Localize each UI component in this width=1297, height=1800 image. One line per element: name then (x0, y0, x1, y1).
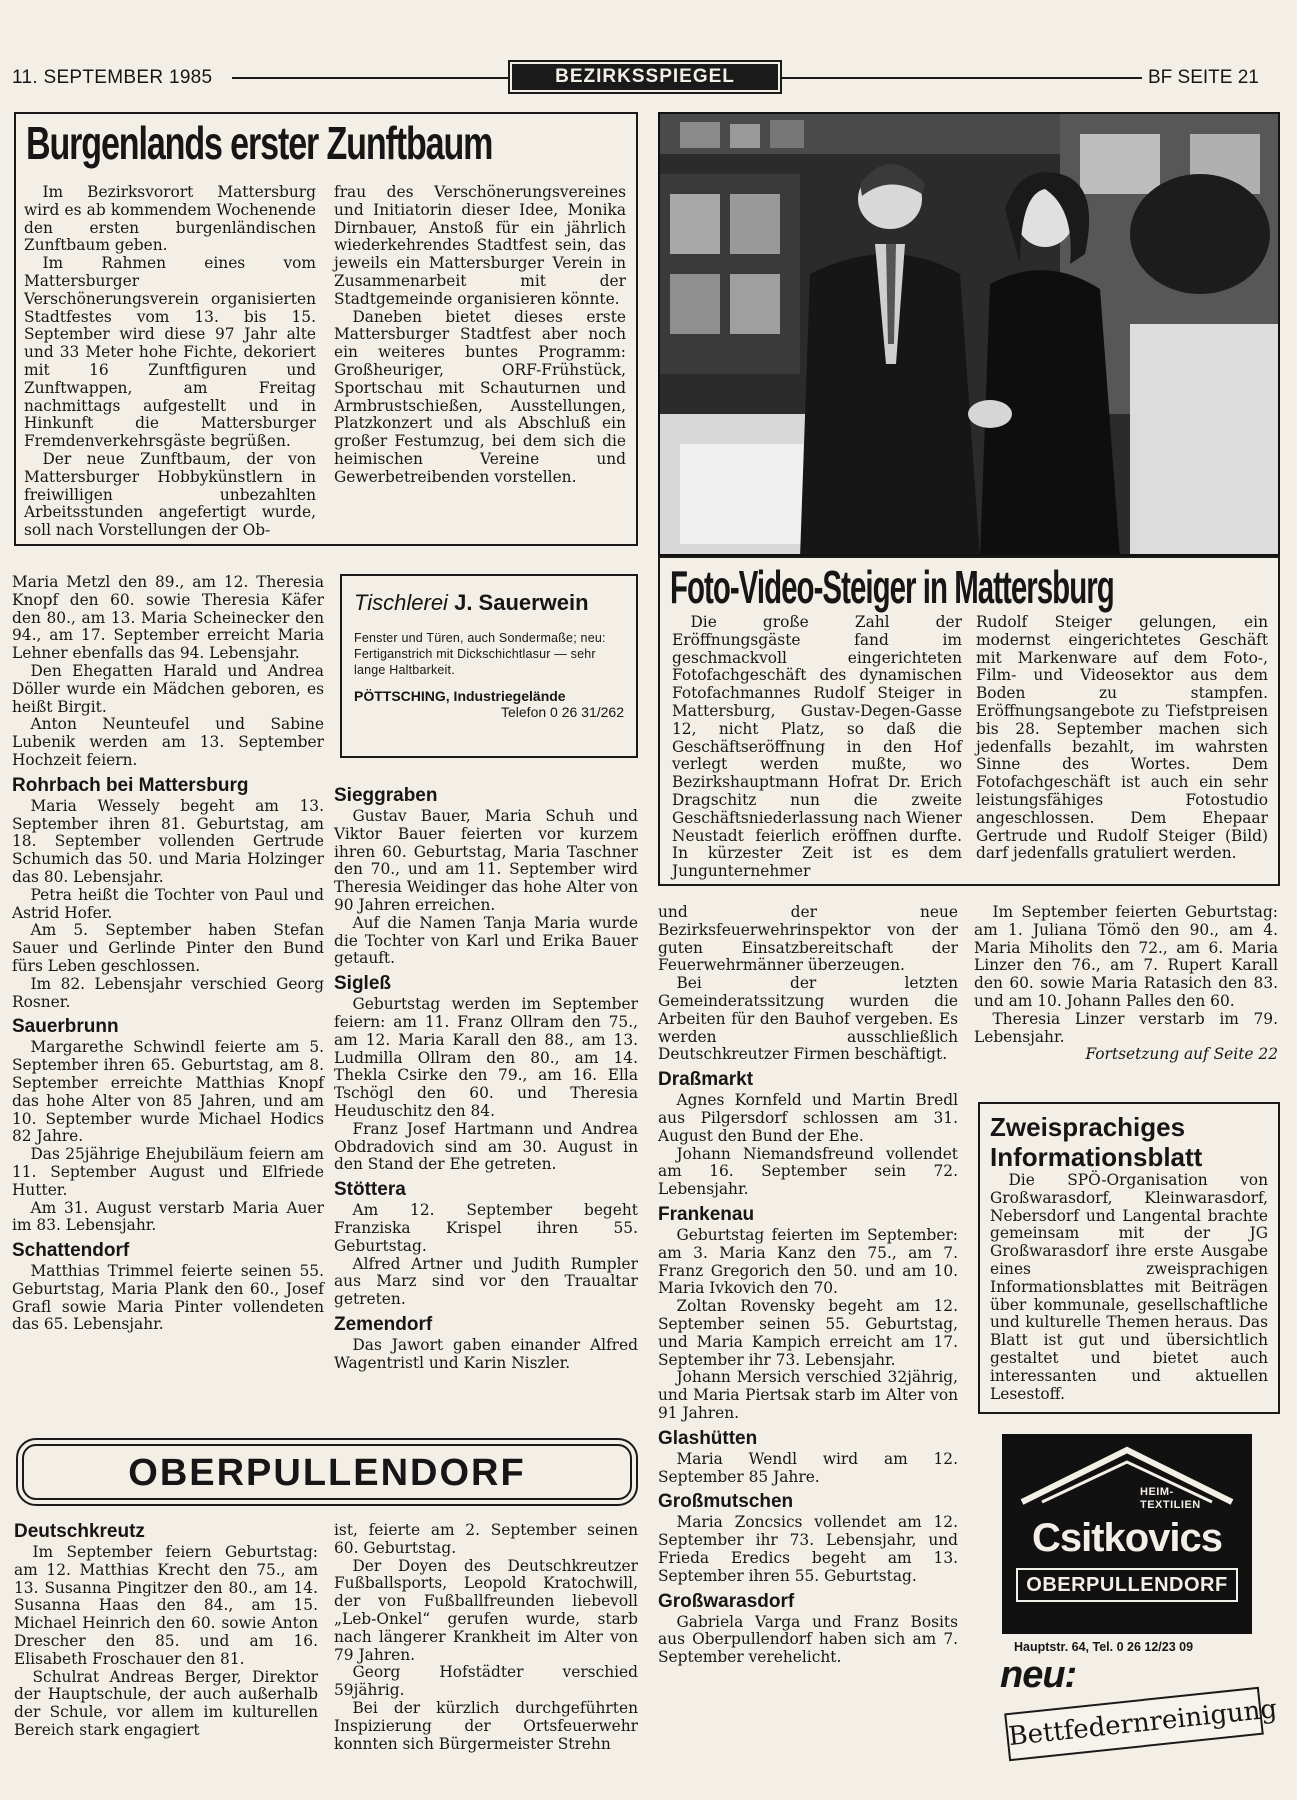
paragraph: Maria Zoncsics vollendet am 12. September ihr 73. Lebensjahr, und Frieda Eredics begeht am 13. September ihren 55. Geburtstag. (658, 1513, 958, 1585)
tischlerei-title (354, 590, 624, 616)
csitkovics-place (1016, 1568, 1238, 1602)
paragraph: Maria Wendl wird am 12. September 85 Jahre. (658, 1449, 958, 1486)
continued-note: Fortsetzung auf Seite 22 (1085, 1045, 1278, 1064)
heading-drassmarkt: Draßmarkt (658, 1069, 754, 1091)
csitkovics-address: Hauptstr. 64, Tel. 0 26 12/23 09 (1014, 1640, 1194, 1654)
steiger-col1 (672, 614, 962, 881)
zunftbaum-col1 (24, 184, 316, 540)
paragraph: Johann Mersich verschied 32jährig, und Maria Piertsak starb im Alter von 91 Jahren. (658, 1368, 958, 1422)
csitkovics-service: Bettfedernreinigung (1007, 1694, 1279, 1753)
page-number: BF SEITE 21 (1148, 67, 1259, 88)
paragraph: Georg Hofstädter verschied 59jährig. (334, 1663, 638, 1700)
paragraph: Maria Wessely begeht am 13. September ihren 81. Geburtstag, am 18. September vollenden Gertrude Schumich das 50. und Maria Holzinger das 80. Lebensjahr. (12, 796, 324, 886)
paragraph: Gabriela Varga und Franz Bosits aus Oberpullendorf haben sich am 7. September verehelicht. (658, 1612, 958, 1667)
steiger-photo (658, 112, 1280, 556)
paragraph: Bei der kürzlich durchgeführten Inspizierung der Ortsfeuerwehr konnten sich Bürgermeister Strehn (334, 1698, 638, 1753)
csitkovics-ad (1002, 1434, 1252, 1634)
info-text: Die SPÖ-Organisation von Großwarasdorf, Kleinwarasdorf, Nebersdorf und Langental brachte gemeinsam mit der JG Großwarasdorf ihre erste Ausgabe eines zweisprachigen Informationsblattes mit Beiträgen über kommunale, gesellschaftliche und kulturelle Themen heraus. Das Blatt ist gut und übersichtlich gestaltet und bietet auch interessanten und aktuellen Lesestoff. (990, 1171, 1268, 1403)
paragraph: Im September feiern Geburtstag: am 12. Matthias Krecht den 75., am 13. Susanna Pingitzer den 80., am 14. Susanna Haas den 84., am 15. Michael Heinrich den 60. sowie Anton Drescher den 85. und am 16. Elisabeth Froschauer den 81. (14, 1543, 318, 1668)
deutschkreutz-col1 (14, 1520, 318, 1740)
heading-grossmutschen: Großmutschen (658, 1491, 794, 1513)
tischlerei-name: Tischlerei (354, 590, 448, 615)
tischlerei-owner: J. Sauerwein (454, 590, 589, 615)
info-title-2: Informationsblatt (990, 1142, 1203, 1172)
paragraph: ist, feierte am 2. September seinen 60. Geburtstag. (334, 1521, 638, 1557)
heading-rohrbach: Rohrbach bei Mattersburg (12, 774, 249, 796)
paragraph: Theresia Linzer verstarb im 79. Lebensjahr. (974, 1009, 1278, 1046)
paragraph: Im Bezirksvorort Mattersburg wird es ab kommendem Wochenende den ersten burgenländischen Zunftbaum geben. (24, 183, 316, 255)
paragraph: Die große Zahl der Eröffnungsgäste fand im geschmackvoll eingerichteten Fotofachgeschäft des dynamischen Fotofachmannes Rudolf Steiger in Mattersburg, Gustav-Degen-Gasse 12, nicht Platz, so daß die Geschäftseröffnung in den Hof verlegt werden mußte, wo Bezirkshauptmann Hofrat Dr. Erich Dragschitz nun die zweite Geschäftsniederlassung nach Wiener Neustadt feierlich eröffnen durfte. In kürzester Zeit ist es dem Jungunternehmer (672, 613, 962, 881)
paragraph: Schulrat Andreas Berger, Direktor der Hauptschule, der auch außerhalb der Schule, vor allem im kulturellen Bereich stark engagiert (14, 1667, 318, 1739)
paragraph: Der Doyen des Deutschkreutzer Fußballsports, Leopold Kratochwill, der von Fußballfreunden liebevoll „Leb-Onkel“ gerufen wurde, starb nach längerer Krankheit im Alter von 79 Jahren. (334, 1556, 638, 1664)
csitkovics-neu: neu: (1000, 1654, 1077, 1696)
oberpullendorf-banner-inner (22, 1444, 632, 1500)
heading-zemendorf: Zemendorf (334, 1313, 433, 1335)
oberpullendorf-banner (16, 1438, 638, 1506)
zunftbaum-col2 (334, 184, 626, 487)
paragraph: Johann Niemandsfreund vollendet am 16. September sein 72. Lebensjahr. (658, 1144, 958, 1199)
paragraph: Zoltan Rovensky begeht am 12. September seinen 55. Geburtstag, und Maria Kampich erreicht am 17. September ihr 73. Lebensjahr. (658, 1297, 958, 1369)
paragraph: Alfred Artner und Judith Rumpler aus Marz sind vor den Traualtar getreten. (334, 1254, 638, 1309)
photo-illustration (660, 114, 1280, 556)
paragraph: Der neue Zunftbaum, der von Mattersburger Hobbykünstlern in freiwilligen unbezahlten Arbeitsstunden angefertigt wurde, soll nach Vorstellungen der Ob- (24, 449, 316, 540)
column-3 (658, 904, 958, 1667)
paragraph: Rudolf Steiger gelungen, ein modernst eingerichtetes Geschäft mit Markenware auf dem Foto-, Film- und Videosektor aus dem Boden zu stampfen. Eröffnungsangebote zu Tiefstpreisen bis 28. September machen sich jedenfalls bezahlt, im wahrsten Sinne des Wortes. Dem Fotofachgeschäft ist auch ein sehr leistungsfähiges Fotostudio angeschlossen. Dem Ehepaar Gertrude und Rudolf Steiger (Bild) darf jedenfalls gratuliert werden. (976, 613, 1268, 863)
deutschkreutz-col2 (334, 1522, 638, 1753)
paragraph: Das Jawort gaben einander Alfred Wagentristl und Karin Niszler. (334, 1335, 638, 1372)
oberpullendorf-label: OBERPULLENDORF (128, 1452, 526, 1494)
paragraph: Anton Neunteufel und Sabine Lubenik werden am 13. September Hochzeit feiern. (12, 715, 324, 769)
paragraph: und der neue Bezirksfeuerwehrinspektor von der guten Einsatzbereitschaft der Feuerwehrmänner überzeugen. (658, 903, 958, 975)
paragraph: Im Rahmen eines vom Mattersburger Verschönerungsverein organisierten Stadtfestes vom 13. bis 15. September wird diese 97 Jahr alte und 33 Meter hohe Fichte, dekoriert mit 16 Zunftfiguren und Zunftwappen, am Freitag nachmittags aufgestellt und in Hinkunft die Mattersburger Fremdenverkehrsgäste begrüßen. (24, 254, 316, 451)
paragraph: Maria Metzl den 89., am 12. Theresia Knopf den 60. sowie Theresia Käfer den 80., am 13. Maria Scheinecker den 94., am 17. September erreicht Maria Lehner ebenfalls das 94. Lebensjahr. (12, 573, 324, 663)
heading-frankenau: Frankenau (658, 1203, 755, 1225)
paragraph: Franz Josef Hartmann und Andrea Obdradovich sind am 30. August in den Stand der Ehe getreten. (334, 1119, 638, 1174)
paragraph: Den Ehegatten Harald und Andrea Döller wurde ein Mädchen geboren, es heißt Birgit. (12, 661, 324, 716)
paragraph: Margarethe Schwindl feierte am 5. September ihren 65. Geburtstag, am 8. September erreichte Matthias Knopf das hohe Alter von 85 Jahren, und am 10. September wurde Michael Hodics 82 Jahre. (12, 1038, 324, 1146)
paragraph: Gustav Bauer, Maria Schuh und Viktor Bauer feierten vor kurzem ihren 60. Geburtstag, Maria Taschner den 70., und am 11. September wird Theresia Weidinger das hohe Alter von 90 Jahren erreichen. (334, 807, 638, 914)
csitkovics-place-label: OBERPULLENDORF (1026, 1574, 1228, 1596)
csitkovics-name: Csitkovics (1031, 1516, 1223, 1560)
paragraph: Geburtstag feierten im September: am 3. Maria Kanz den 75., am 7. Franz Gregorich den 50. und am 10. Maria Ivkovich den 70. (658, 1225, 958, 1298)
zunftbaum-headline: Burgenlands erster Zunftbaum (26, 117, 493, 169)
heading-grosswarasdorf: Großwarasdorf (658, 1590, 795, 1612)
paragraph: Petra heißt die Tochter von Paul und Astrid Hofer. (12, 885, 324, 922)
paragraph: Daneben bietet dieses erste Mattersburger Stadtfest aber noch ein weiteres buntes Programm: Großheuriger, ORF-Frühstück, Sportschau mit Schauturnen und Armbrustschießen, Ausstellungen, Platzkonzert und als Abschluß ein großer Festumzug, bei dem sich die heimischen Vereine und Gewerbetreibenden vorstellen. (334, 307, 626, 486)
paragraph: frau des Verschönerungsvereines und Initiatorin dieser Idee, Monika Dirnbauer, Anstoß für ein jährlich wiederkehrendes Stadtfest sein, das jeweils ein Mattersburger Verein in Zusammenarbeit mit der Stadtgemeinde organisieren könnte. (334, 183, 626, 308)
paragraph: Im September feierten Geburtstag: am 1. Juliana Tömö den 90., am 4. Maria Miholits den 72., am 6. Maria Linzer den 76., am 7. Rupert Karall den 60. sowie Maria Ratasich den 83. und am 10. Johann Palles den 60. (974, 903, 1278, 1010)
heading-schattendorf: Schattendorf (12, 1240, 130, 1262)
issue-date: 11. SEPTEMBER 1985 (12, 67, 213, 88)
paragraph: Das 25jährige Ehejubiläum feiern am 11. September August und Elfriede Hutter. (12, 1145, 324, 1199)
paragraph: Im 82. Lebensjahr verschied Georg Rosner. (12, 974, 324, 1011)
heading-sauerbrunn: Sauerbrunn (12, 1016, 119, 1038)
tischlerei-place: PÖTTSCHING, Industriegelände (354, 688, 566, 704)
tischlerei-ad (340, 574, 638, 758)
heading-glashuetten: Glashütten (658, 1427, 758, 1449)
steiger-col2 (976, 614, 1268, 863)
column-4 (974, 904, 1278, 1064)
paragraph: Am 31. August verstarb Maria Auer im 83. Lebensjahr. (12, 1198, 324, 1235)
section-banner (508, 60, 782, 94)
paragraph: Geburtstag werden im September feiern: am 11. Franz Ollram den 75., am 12. Maria Karall den 88., am 13. Ludmilla Ollram den 80., am 14. Thekla Csirke den 79., am 16. Ella Tschögl den 60. und Theresia Heuduschitz den 84. (334, 995, 638, 1120)
header-rule-right (782, 77, 1142, 79)
paragraph: Auf die Namen Tanja Maria wurde die Tochter von Karl und Erika Bauer getauft. (334, 913, 638, 968)
tischlerei-phone: Telefon 0 26 31/262 (501, 704, 624, 720)
header-rule-left (232, 77, 508, 79)
paragraph: Agnes Kornfeld und Martin Bredl aus Pilgersdorf schlossen am 31. August den Bund der Ehe. (658, 1091, 958, 1145)
heading-deutschkreutz: Deutschkreutz (14, 1521, 145, 1542)
left-column (12, 574, 324, 1334)
heading-stoettera: Stöttera (334, 1179, 406, 1201)
info-article (978, 1102, 1280, 1414)
paragraph: Bei der letzten Gemeinderatssitzung wurden die Arbeiten für den Bauhof vergeben. Es werden ausschließlich Deutschkreutzer Firmen beschäftigt. (658, 974, 958, 1064)
csitkovics-tag: HEIM-TEXTILIEN (1140, 1486, 1201, 1511)
heading-sieggraben: Sieggraben (334, 785, 438, 806)
middle-column (334, 784, 638, 1373)
heading-sigless: Sigleß (334, 973, 392, 995)
paragraph: Matthias Trimmel feierte seinen 55. Geburtstag, Maria Plank den 60., Josef Grafl sowie Maria Pinter vollendeten das 65. Lebensjahr. (12, 1262, 324, 1334)
paragraph: Am 5. September haben Stefan Sauer und Gerlinde Pinter den Bund fürs Leben geschlossen. (12, 921, 324, 975)
paragraph: Am 12. September begeht Franziska Krispel ihren 55. Geburtstag. (334, 1201, 638, 1255)
info-title-1: Zweisprachiges (990, 1112, 1186, 1142)
csitkovics-service-box (1004, 1687, 1279, 1761)
steiger-headline: Foto-Video-Steiger in Mattersburg (670, 561, 1114, 613)
tischlerei-text: Fenster und Türen, auch Sondermaße; neu: Fertiganstrich mit Dickschichtlasur — sehr lange Haltbarkeit. (354, 631, 606, 677)
section-banner-label: BEZIRKSSPIEGEL (512, 64, 778, 90)
